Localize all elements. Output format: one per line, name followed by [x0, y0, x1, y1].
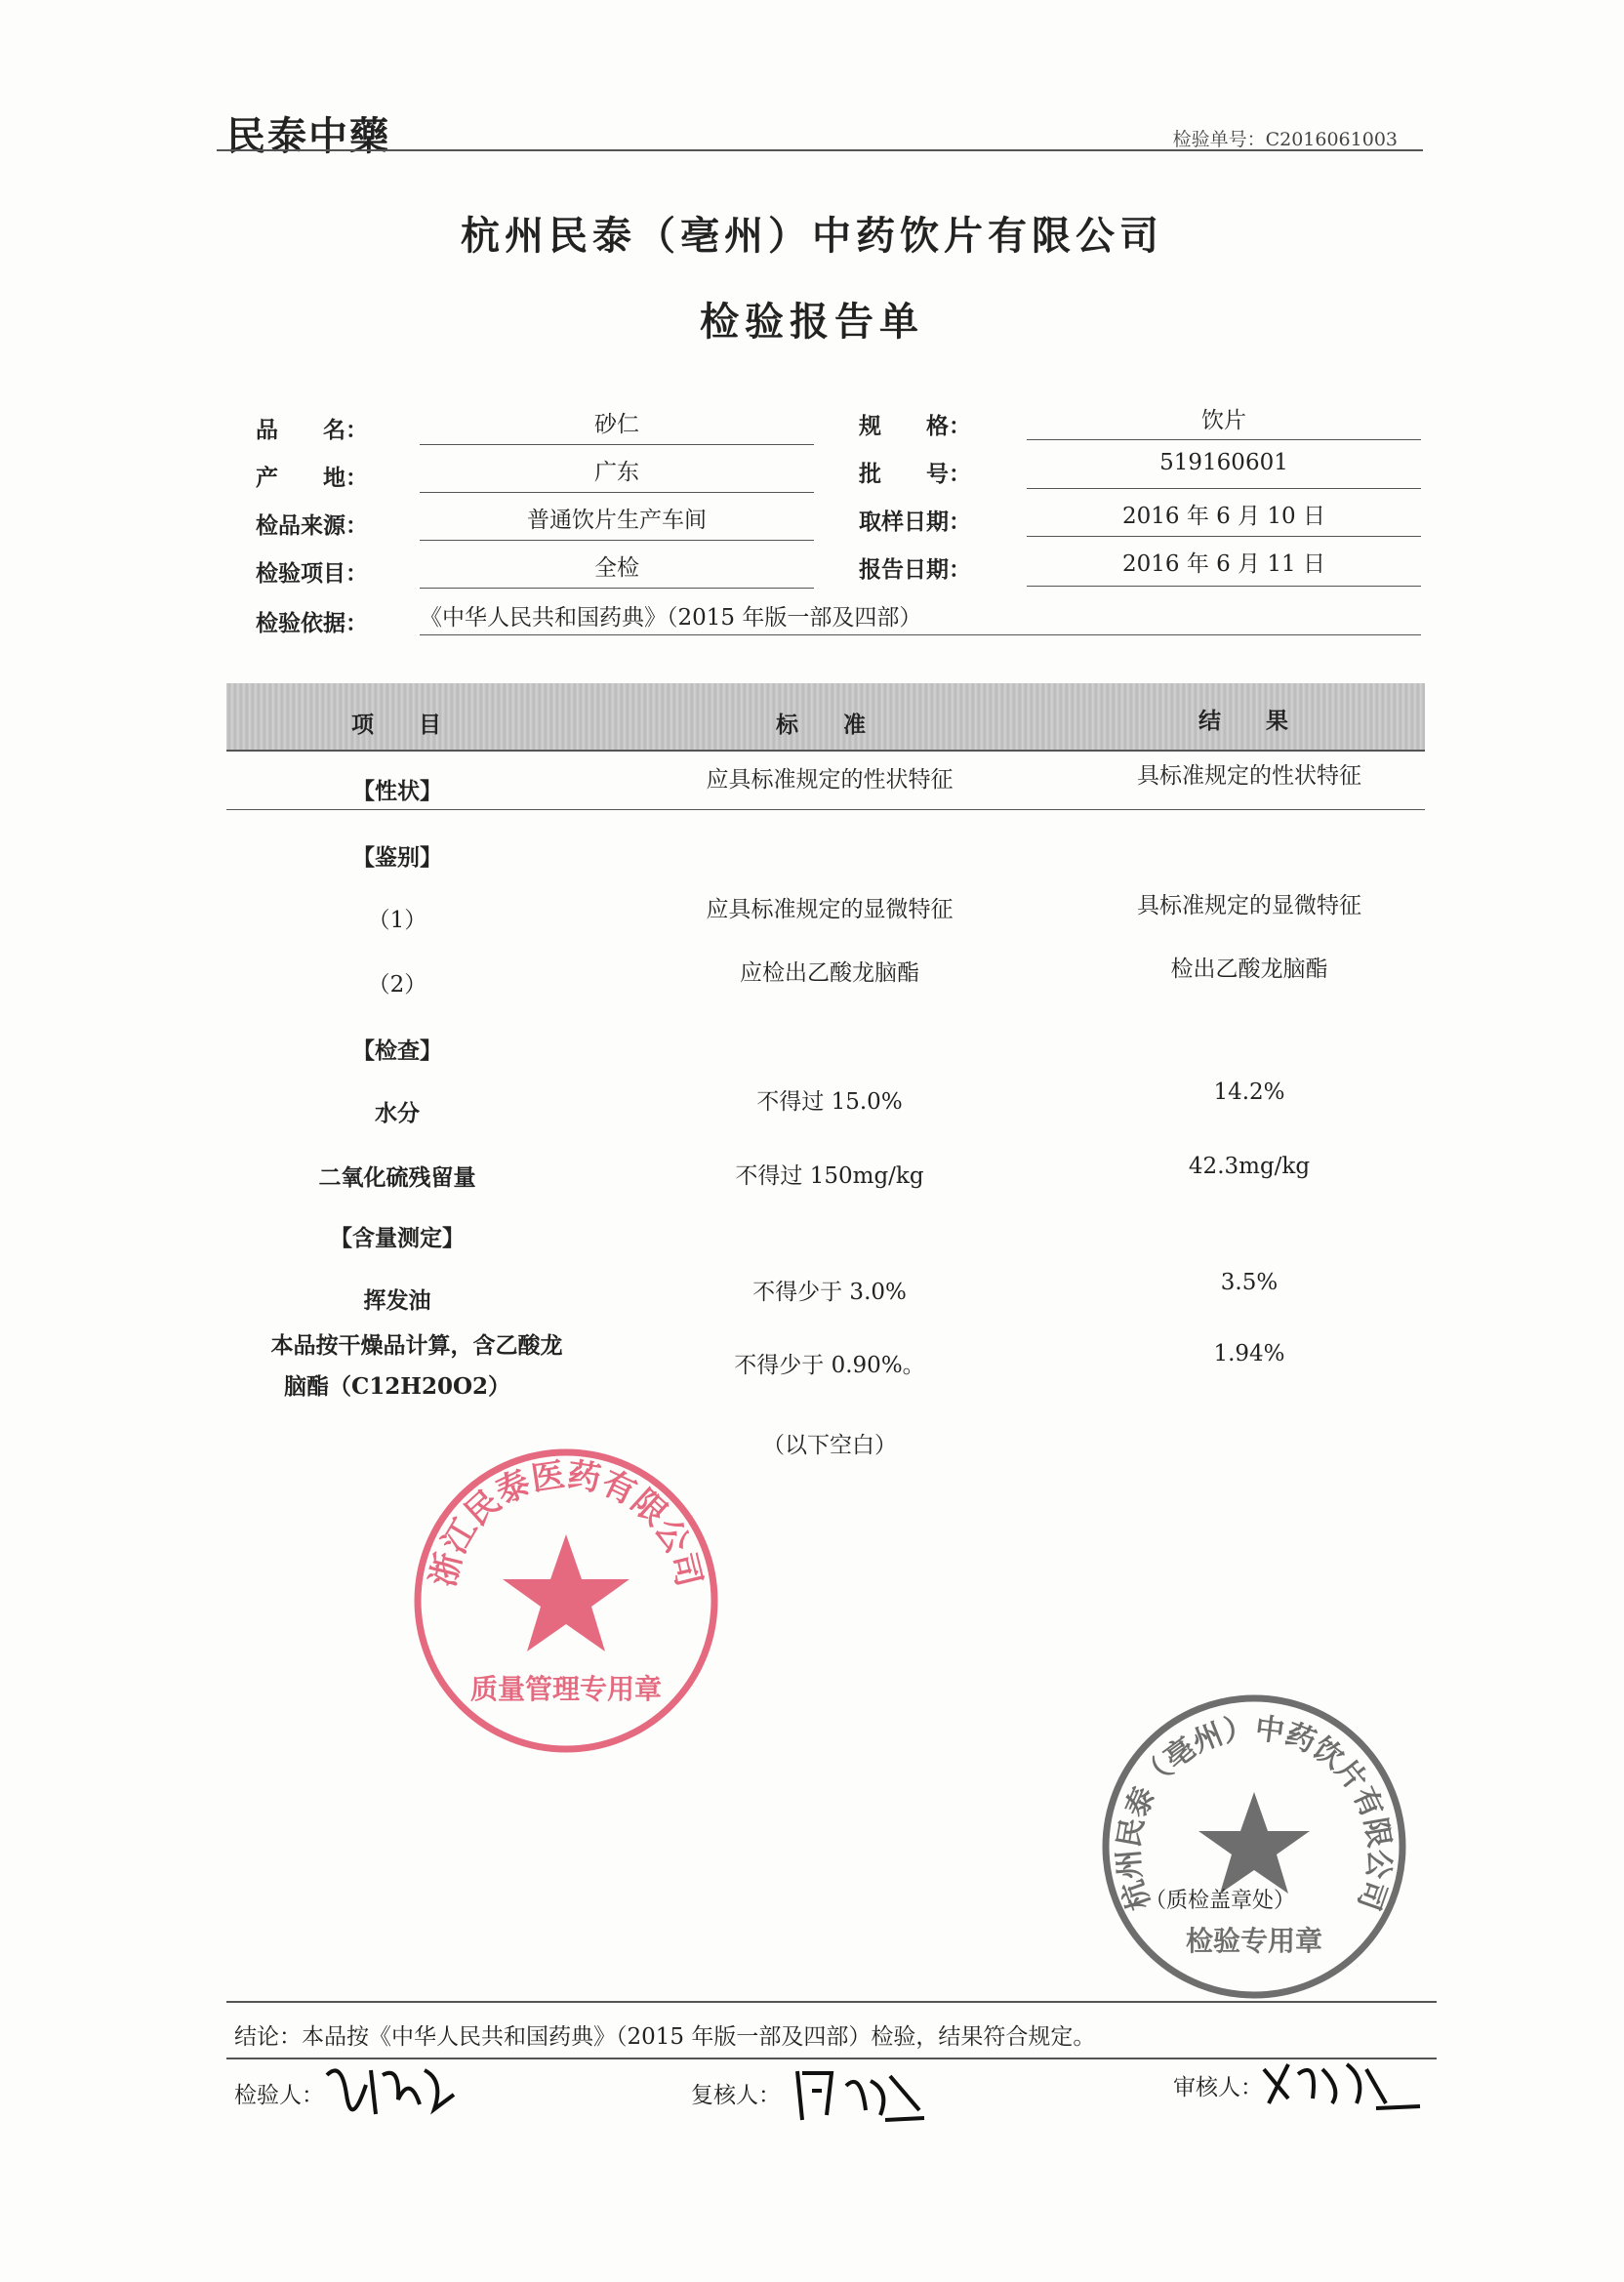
conclusion-text: 结论：本品按《中华人民共和国药典》（2015 年版一部及四部）检验，结果符合规定。: [234, 2024, 1096, 2050]
approver-label: 审核人：: [1173, 2075, 1263, 2100]
report-date-underline: [1027, 586, 1421, 587]
report-date-value: 2016 年 6 月 11 日: [1122, 551, 1325, 577]
red-seal-top-text: 浙江民泰医药有限公司: [424, 1455, 709, 1591]
sampling-date-label: 取样日期：: [859, 509, 971, 535]
column-header-standard: 标 准: [776, 712, 866, 738]
ident1-standard: 应具标准规定的显微特征: [706, 897, 954, 922]
moisture-standard: 不得过 15.0%: [756, 1089, 903, 1115]
basis-label: 检验依据：: [256, 610, 368, 636]
spec-value: 饮片: [1201, 408, 1246, 433]
column-header-item: 项 目: [351, 712, 441, 738]
batch-underline: [1027, 488, 1421, 489]
moisture-label: 水分: [375, 1100, 420, 1126]
batch-value: 519160601: [1159, 450, 1288, 475]
test-item-value: 全检: [594, 555, 639, 581]
report-title: 检验报告单: [700, 299, 924, 345]
company-name: 杭州民泰（亳州）中药饮片有限公司: [461, 213, 1163, 259]
origin-label: 产 地：: [256, 465, 368, 491]
origin-value: 广东: [594, 460, 639, 485]
appearance-result: 具标准规定的性状特征: [1137, 763, 1361, 789]
so2-result: 42.3mg/kg: [1188, 1154, 1311, 1179]
product-name-label: 品 名：: [256, 417, 368, 443]
document-number: 检验单号：C2016061003: [1172, 129, 1398, 150]
origin-underline: [420, 492, 814, 493]
company-logo: 民泰中藥: [226, 113, 390, 159]
seal-placement-note: （质检盖章处）: [1144, 1889, 1295, 1913]
identification-label: 【鉴别】: [352, 844, 442, 871]
volatile-oil-label: 挥发油: [363, 1287, 431, 1314]
inspection-label: 【检查】: [352, 1038, 442, 1064]
footer-divider-top: [226, 2001, 1437, 2003]
assay-label: 【含量测定】: [330, 1225, 465, 1251]
borneol-standard: 不得少于 0.90%。: [734, 1353, 925, 1378]
inspector-label: 检验人：: [234, 2083, 324, 2108]
basis-value: 《中华人民共和国药典》（2015 年版一部及四部）: [420, 605, 922, 631]
product-name-value: 砂仁: [594, 412, 639, 437]
spec-underline: [1027, 439, 1421, 440]
gray-seal-stamp: [1098, 1691, 1410, 2003]
batch-label: 批 号：: [859, 461, 971, 487]
source-underline: [420, 540, 814, 541]
appearance-label: 【性状】: [352, 778, 442, 804]
volatile-oil-standard: 不得少于 3.0%: [752, 1280, 907, 1305]
ident2-result: 检出乙酸龙脑酯: [1170, 957, 1328, 982]
column-header-result: 结 果: [1198, 708, 1288, 734]
product-name-underline: [420, 444, 814, 445]
blank-note: （以下空白）: [762, 1433, 897, 1458]
sampling-date-underline: [1027, 536, 1421, 537]
moisture-result: 14.2%: [1213, 1080, 1285, 1105]
report-date-label: 报告日期：: [859, 556, 971, 583]
reviewer-signature: [792, 2061, 929, 2141]
reviewer-label: 复核人：: [691, 2083, 781, 2108]
red-seal-stamp: [410, 1445, 722, 1757]
test-item-label: 检验项目：: [256, 560, 368, 587]
borneol-label-line1: 本品按干燥品计算，含乙酸龙: [270, 1332, 563, 1359]
gray-seal-top-text: 杭州民泰（亳州）中药饮片有限公司: [1112, 1711, 1397, 1915]
sampling-date-value: 2016 年 6 月 10 日: [1122, 504, 1325, 529]
ident1-result: 具标准规定的显微特征: [1137, 893, 1361, 918]
basis-underline: [420, 634, 1421, 635]
so2-label: 二氧化硫残留量: [318, 1164, 476, 1191]
red-seal-bottom-text: 质量管理专用章: [469, 1673, 663, 1705]
spec-label: 规 格：: [859, 413, 971, 439]
ident2-label: （2）: [367, 972, 427, 998]
appearance-standard: 应具标准规定的性状特征: [706, 767, 954, 793]
source-label: 检品来源：: [256, 512, 368, 539]
borneol-label-line2: 脑酯（C12H20O2）: [283, 1373, 511, 1400]
inspector-signature: [322, 2056, 459, 2136]
so2-standard: 不得过 150mg/kg: [735, 1163, 924, 1189]
test-item-underline: [420, 588, 814, 589]
gray-seal-bottom-text: 检验专用章: [1185, 1925, 1323, 1957]
appearance-row-divider: [226, 809, 1425, 810]
ident2-standard: 应检出乙酸龙脑酯: [740, 960, 919, 986]
ident1-label: （1）: [367, 908, 427, 933]
borneol-result: 1.94%: [1213, 1341, 1285, 1366]
source-value: 普通饮片生产车间: [527, 508, 707, 533]
header-divider: [217, 149, 1423, 151]
volatile-oil-result: 3.5%: [1220, 1270, 1279, 1295]
approver-signature: [1259, 2050, 1425, 2130]
